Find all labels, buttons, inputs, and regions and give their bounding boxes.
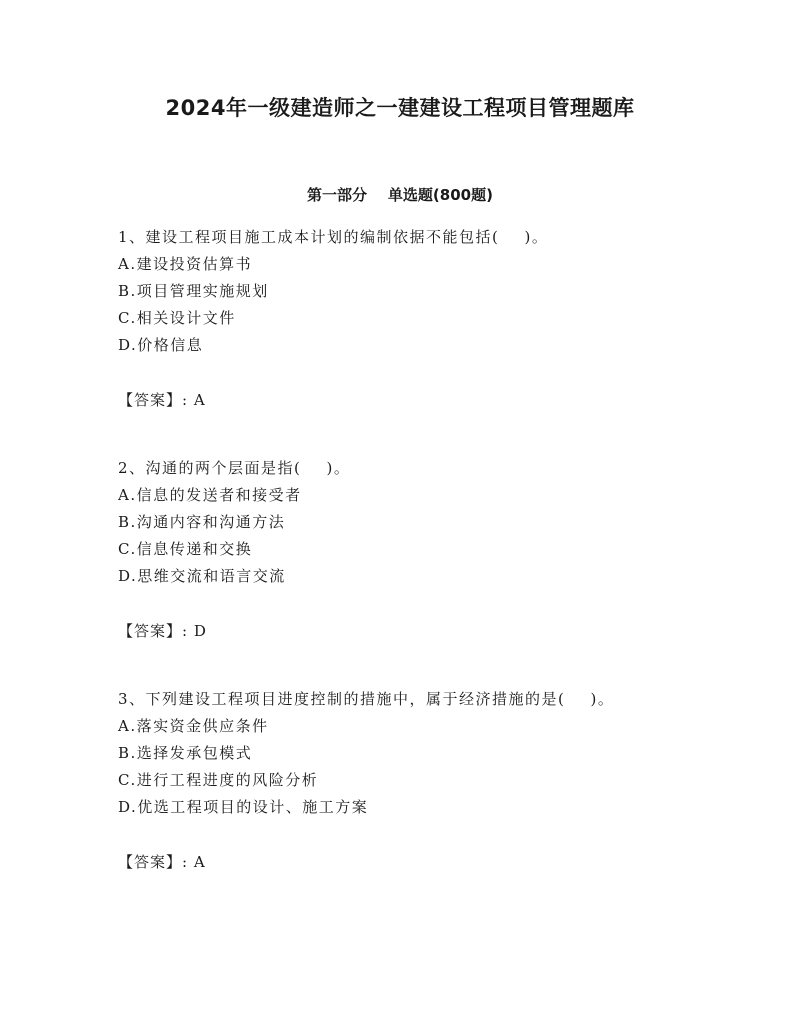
question-stem: 1、建设工程项目施工成本计划的编制依据不能包括( )。 — [118, 228, 549, 246]
question-2 — [118, 455, 718, 645]
option-c: C.信息传递和交换 — [118, 540, 253, 558]
option-a: A.建设投资估算书 — [118, 255, 253, 273]
option-d: D.优选工程项目的设计、施工方案 — [118, 798, 369, 816]
section-title: 第一部分 单选题(800题) — [307, 186, 493, 204]
document-title: 2024年一级建造师之一建建设工程项目管理题库 — [165, 96, 635, 120]
question-1 — [118, 224, 718, 414]
question-stem: 2、沟通的两个层面是指( )。 — [118, 459, 351, 477]
option-b: B.选择发承包模式 — [118, 744, 253, 762]
answer-label: 【答案】: A — [118, 391, 206, 409]
question-stem: 3、下列建设工程项目进度控制的措施中，属于经济措施的是( )。 — [118, 690, 615, 708]
option-c: C.相关设计文件 — [118, 309, 236, 327]
answer-label: 【答案】: A — [118, 853, 206, 871]
option-b: B.沟通内容和沟通方法 — [118, 513, 286, 531]
answer-label: 【答案】: D — [118, 622, 207, 640]
option-c: C.进行工程进度的风险分析 — [118, 771, 319, 789]
option-a: A.信息的发送者和接受者 — [118, 486, 302, 504]
option-b: B.项目管理实施规划 — [118, 282, 269, 300]
option-d: D.价格信息 — [118, 336, 204, 354]
question-3 — [118, 686, 718, 876]
option-a: A.落实资金供应条件 — [118, 717, 269, 735]
option-d: D.思维交流和语言交流 — [118, 567, 286, 585]
